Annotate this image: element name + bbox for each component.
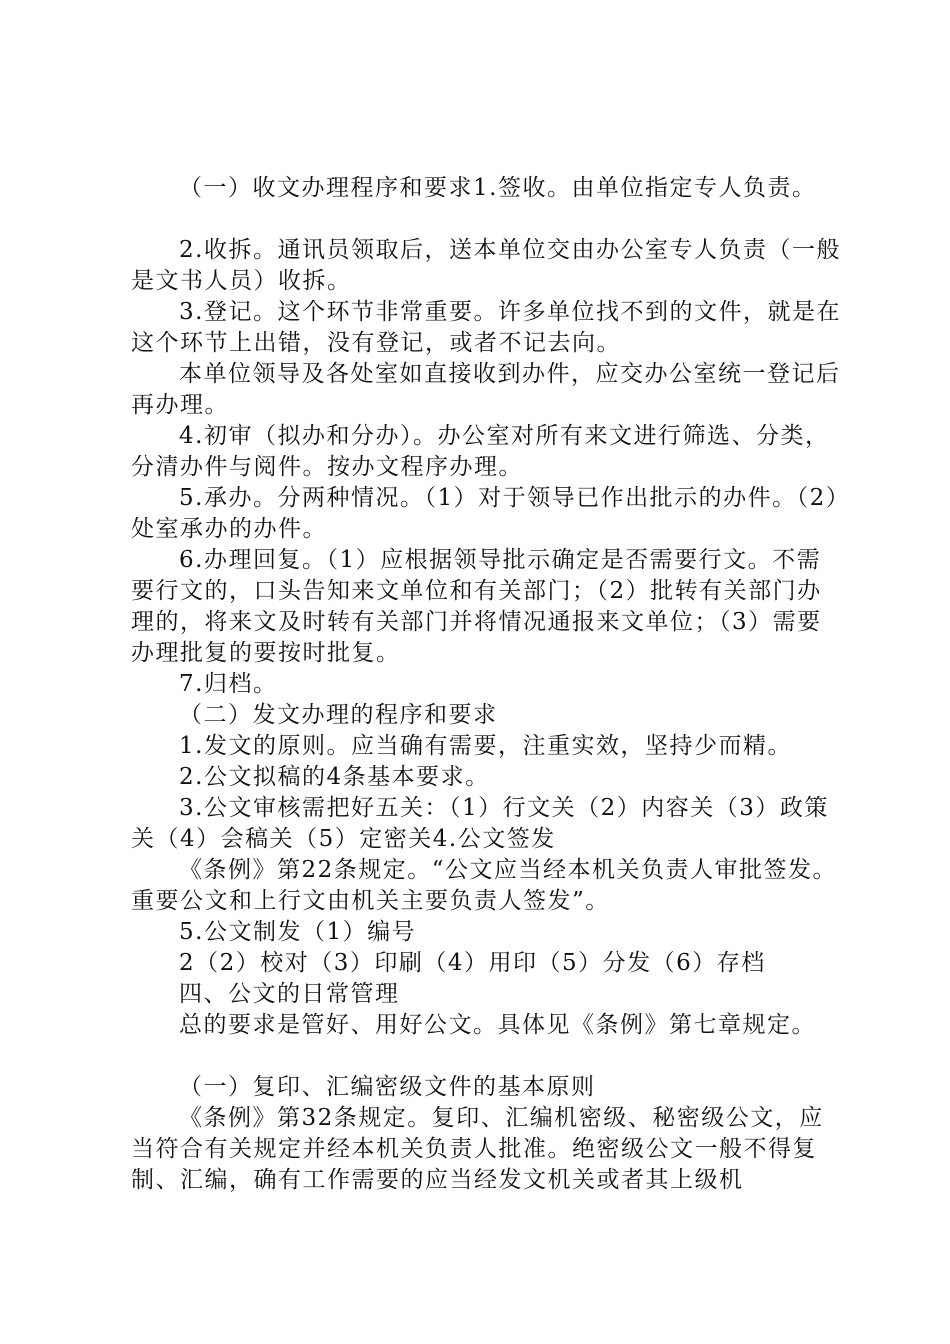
paragraph-receipt-heading: （一）收文办理程序和要求1.签收。由单位指定专人负责。 [179,175,817,201]
paragraph-drafting: 2.公文拟稿的4条基本要求。 [179,764,490,790]
paragraph-handling: 5.承办。分两种情况。（1）对于领导已作出批示的办件。（2）处室承办的办件。 [131,485,839,542]
paragraph-regulation-32: 《条例》第32条规定。复印、汇编机密级、秘密级公文，应当符合有关规定并经本机关负责人批准。绝密级公文一般不得复制、汇编，确有工作需要的应当经发文机关或者其上级机 [131,1105,824,1193]
paragraph-production-steps: 2（2）校对（3）印刷（4）用印（5）分发（6）存档 [179,950,766,976]
paragraph-dispatch-heading: （二）发文办理的程序和要求 [179,702,498,728]
paragraph-review: 3.公文审核需把好五关：（1）行文关（2）内容关（3）政策关（4）会稿关（5）定密关4.公文签发 [131,795,829,852]
paragraph-dispatch-principle: 1.发文的原则。应当确有需要，注重实效，坚持少而精。 [179,733,792,759]
paragraph-registration: 3.登记。这个环节非常重要。许多单位找不到的文件，就是在这个环节上出错，没有登记，或者不记去向。 [131,299,841,356]
paragraph-initial-review: 4.初审（拟办和分办）。办公室对所有来文进行筛选、分类，分清办件与阅件。按办文程序办理。 [131,423,830,480]
document-body [131,173,841,1196]
paragraph-management-general: 总的要求是管好、用好公文。具体见《条例》第七章规定。 [179,1012,816,1038]
paragraph-production: 5.公文制发（1）编号 [179,919,417,945]
paragraph-reply: 6.办理回复。（1）应根据领导批示确定是否需要行文。不需要行文的，口头告知来文单位和有关部门；（2）批转有关部门办理的，将来文及时转有关部门并将情况通报来文单位；（3）需要办理批复的要按时批复。 [131,547,822,666]
paragraph-management-heading: 四、公文的日常管理 [179,981,400,1007]
paragraph-regulation-22: 《条例》第22条规定。“公文应当经本机关负责人审批签发。重要公文和上行文由机关主要负责人签发”。 [131,857,838,914]
paragraph-archiving: 7.归档。 [179,671,278,697]
paragraph-direct-receipt: 本单位领导及各处室如直接收到办件，应交办公室统一登记后再办理。 [131,361,841,418]
paragraph-unpacking: 2.收拆。通讯员领取后，送本单位交由办公室专人负责（一般是文书人员）收拆。 [131,237,841,294]
paragraph-copying-heading: （一）复印、汇编密级文件的基本原则 [179,1074,596,1100]
